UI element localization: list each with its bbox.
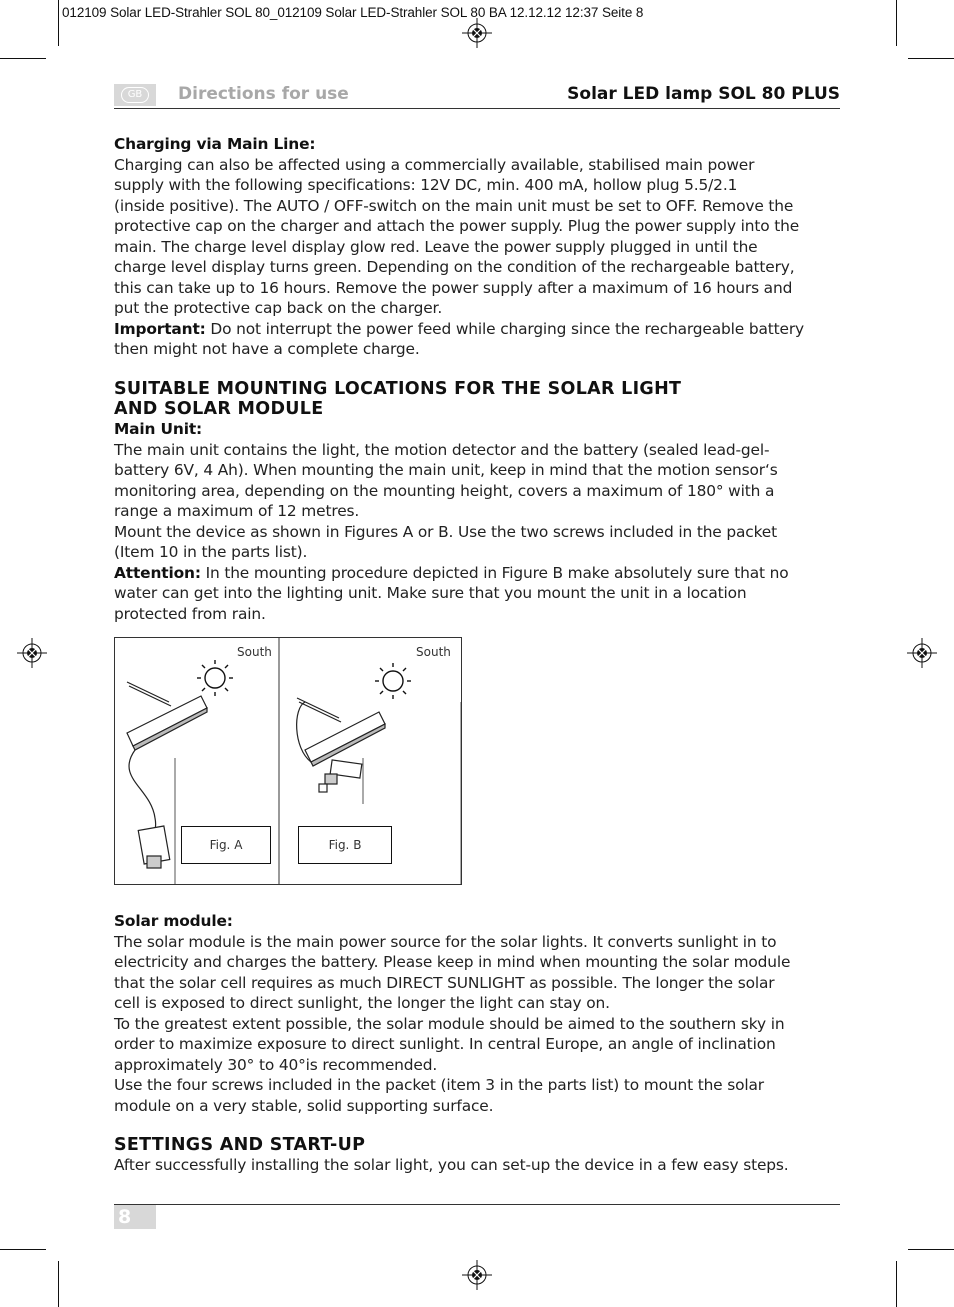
solar-module-section	[114, 911, 854, 1116]
paragraph-line: battery 6V, 4 Ah). When mounting the main unit, keep in mind that the motion sensor‘s	[114, 461, 778, 479]
paragraph-line: this can take up to 16 hours. Remove the power supply after a maximum of 16 hours and	[114, 278, 793, 297]
crop-mark	[908, 58, 954, 59]
crop-mark	[58, 1261, 59, 1307]
crop-mark	[896, 0, 897, 46]
header-directions-title: Directions for use	[178, 84, 349, 104]
crop-mark	[0, 1249, 46, 1250]
print-slug: 012109 Solar LED-Strahler SOL 80_012109 Solar LED-Strahler SOL 80 BA 12.12.12 12:37 Seite 8	[62, 5, 644, 20]
language-badge	[114, 84, 156, 106]
paragraph-line: that the solar cell requires as much DIRECT SUNLIGHT as possible. The longer the solar	[114, 973, 775, 992]
paragraph-line: order to maximize exposure to direct sunlight. In central Europe, an angle of inclination	[114, 1035, 776, 1053]
south-label-b: South	[416, 645, 451, 659]
solar-module-heading: Solar module:	[114, 912, 233, 930]
paragraph-line: approximately 30° to 40°is recommended.	[114, 1055, 438, 1074]
paragraph-line: water can get into the lighting unit. Make sure that you mount the unit in a location	[114, 584, 747, 602]
fig-b-caption	[298, 826, 392, 864]
important-text: Do not interrupt the power feed while charging since the rechargeable battery	[205, 319, 804, 338]
paragraph-line: monitoring area, depending on the mounting height, covers a maximum of 180° with a	[114, 481, 775, 500]
main-unit-heading: Main Unit:	[114, 420, 203, 438]
paragraph-line: The solar module is the main power source for the solar lights. It converts sunlight in to	[114, 932, 777, 951]
paragraph-line: (Item 10 in the parts list).	[114, 543, 308, 561]
attention-note	[114, 563, 854, 584]
crop-mark	[896, 1261, 897, 1307]
registration-mark-icon	[17, 638, 47, 668]
registration-mark-icon	[462, 1260, 492, 1290]
paragraph-line: protected from rain.	[114, 604, 266, 623]
language-badge-label: GB	[121, 87, 150, 103]
paragraph-line: cell is exposed to direct sunlight, the longer the light can stay on.	[114, 994, 610, 1012]
paragraph-line: To the greatest extent possible, the solar module should be aimed to the southern sky in	[114, 1014, 785, 1033]
section-title: SETTINGS AND START-UP	[114, 1135, 366, 1155]
sun-icon	[197, 660, 233, 696]
section-title: AND SOLAR MODULE	[114, 399, 324, 419]
header-product-title: Solar LED lamp SOL 80 PLUS	[567, 84, 840, 104]
crop-mark	[908, 1249, 954, 1250]
section-title: SUITABLE MOUNTING LOCATIONS FOR THE SOLAR LIGHT	[114, 379, 682, 399]
paragraph-line: protective cap on the charger and attach the power supply. Plug the power supply into the	[114, 217, 800, 235]
paragraph-line: The main unit contains the light, the motion detector and the battery (sealed lead-gel-	[114, 440, 770, 459]
south-label-a: South	[237, 645, 272, 659]
mounting-section	[114, 379, 854, 624]
registration-mark-icon	[907, 638, 937, 668]
footer-rule	[114, 1204, 840, 1205]
header-rule	[114, 108, 840, 109]
paragraph-line: main. The charge level display glow red. Leave the power supply plugged in until the	[114, 237, 758, 256]
important-label: Important:	[114, 319, 206, 338]
paragraph-line: Charging can also be affected using a commercially available, stabilised main power	[114, 155, 755, 174]
paragraph-line: then might not have a complete charge.	[114, 340, 420, 358]
lamp-unit-icon	[138, 826, 170, 868]
registration-mark-icon	[462, 18, 492, 48]
paragraph-line: range a maximum of 12 metres.	[114, 502, 360, 520]
settings-section	[114, 1135, 854, 1176]
paragraph-line: Use the four screws included in the packet (item 3 in the parts list) to mount the solar	[114, 1076, 764, 1094]
paragraph-line: put the protective cap back on the charger.	[114, 299, 443, 317]
paragraph-line: charge level display turns green. Depending on the condition of the rechargeable battery,	[114, 258, 795, 276]
crop-mark	[58, 0, 59, 46]
paragraph-line: (inside positive). The AUTO / OFF-switch on the main unit must be set to OFF. Remove the	[114, 196, 794, 215]
mounting-figure	[114, 637, 462, 885]
paragraph-line: After successfully installing the solar light, you can set-up the device in a few easy steps.	[114, 1156, 789, 1174]
solar-module-icon	[297, 698, 385, 766]
attention-label: Attention:	[114, 563, 201, 582]
page-number: 8	[114, 1205, 156, 1229]
important-note	[114, 319, 854, 340]
attention-text: In the mounting procedure depicted in Figure B make absolutely sure that no	[200, 563, 789, 582]
fig-b-label: Fig. B	[328, 838, 362, 852]
sun-icon	[375, 663, 411, 699]
paragraph-line: Mount the device as shown in Figures A or B. Use the two screws included in the packet	[114, 522, 778, 541]
charging-section	[114, 134, 854, 360]
charging-heading: Charging via Main Line:	[114, 135, 316, 153]
crop-mark	[0, 58, 46, 59]
lamp-unit-icon	[319, 760, 362, 792]
paragraph-line: module on a very stable, solid supporting surface.	[114, 1096, 494, 1115]
mounting-illustration	[115, 638, 461, 884]
paragraph-line: supply with the following specifications: 12V DC, min. 400 mA, hollow plug 5.5/2.1	[114, 176, 738, 194]
fig-a-label: Fig. A	[209, 838, 243, 852]
paragraph-line: electricity and charges the battery. Please keep in mind when mounting the solar module	[114, 953, 791, 971]
fig-a-caption	[181, 826, 271, 864]
